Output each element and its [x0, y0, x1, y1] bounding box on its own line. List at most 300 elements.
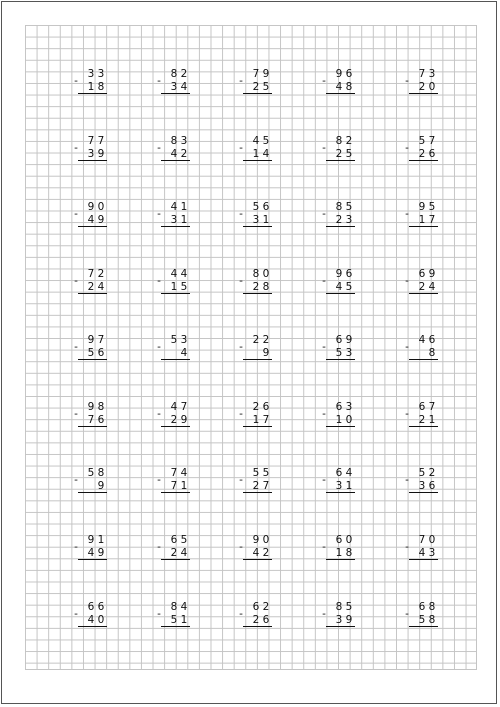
answer-line — [78, 293, 107, 294]
minus-sign: - — [322, 142, 326, 154]
subtrahend-digit: 1 — [345, 480, 353, 492]
minuend-digit: 8 — [97, 467, 105, 479]
subtraction-problem — [154, 401, 214, 435]
minus-sign: - — [239, 275, 243, 287]
minuend-digit: 3 — [428, 68, 436, 80]
minus-sign: - — [74, 541, 78, 553]
subtrahend-digit: 3 — [87, 148, 95, 160]
subtrahend-digit: 4 — [87, 614, 95, 626]
subtrahend-digit: 8 — [262, 281, 270, 293]
subtrahend-digit: 6 — [428, 148, 436, 160]
minuend-digit: 3 — [345, 401, 353, 413]
subtrahend-digit: 7 — [262, 480, 270, 492]
minuend-digit: 9 — [335, 268, 343, 280]
minuend-digit: 5 — [418, 467, 426, 479]
minuend-digit: 8 — [335, 601, 343, 613]
subtraction-problem — [71, 334, 131, 368]
minus-sign: - — [322, 541, 326, 553]
answer-line — [161, 626, 190, 627]
minus-sign: - — [157, 408, 161, 420]
answer-line — [243, 93, 272, 94]
answer-line — [243, 626, 272, 627]
minuend-digit: 5 — [87, 467, 95, 479]
subtraction-problem — [154, 334, 214, 368]
answer-line — [326, 160, 355, 161]
minus-sign: - — [157, 142, 161, 154]
minus-sign: - — [322, 608, 326, 620]
subtraction-problem — [236, 268, 296, 302]
subtrahend-digit: 1 — [262, 214, 270, 226]
minuend-digit: 6 — [262, 401, 270, 413]
subtrahend-digit: 9 — [180, 414, 188, 426]
answer-line — [243, 426, 272, 427]
subtrahend-digit: 1 — [335, 414, 343, 426]
subtrahend-digit: 3 — [345, 347, 353, 359]
minuend-digit: 0 — [262, 534, 270, 546]
minuend-digit: 2 — [262, 334, 270, 346]
minus-sign: - — [74, 75, 78, 87]
minuend-digit: 2 — [262, 601, 270, 613]
subtraction-problem — [319, 68, 379, 102]
minuend-digit: 8 — [170, 135, 178, 147]
minus-sign: - — [239, 608, 243, 620]
minuend-digit: 7 — [170, 467, 178, 479]
minuend-digit: 1 — [180, 201, 188, 213]
minuend-digit: 5 — [418, 135, 426, 147]
subtrahend-digit: 3 — [335, 480, 343, 492]
answer-line — [409, 426, 438, 427]
minuend-digit: 5 — [262, 467, 270, 479]
subtraction-problem — [154, 68, 214, 102]
minuend-digit: 3 — [97, 68, 105, 80]
answer-line — [243, 293, 272, 294]
answer-line — [409, 559, 438, 560]
subtrahend-digit: 9 — [262, 347, 270, 359]
minuend-digit: 7 — [418, 534, 426, 546]
minuend-digit: 4 — [345, 467, 353, 479]
minus-sign: - — [239, 341, 243, 353]
subtraction-problem — [154, 467, 214, 501]
subtrahend-digit: 6 — [428, 480, 436, 492]
subtraction-problem — [319, 201, 379, 235]
minus-sign: - — [74, 275, 78, 287]
answer-line — [161, 359, 190, 360]
answer-line — [78, 559, 107, 560]
minus-sign: - — [157, 541, 161, 553]
answer-line — [409, 359, 438, 360]
subtraction-problem — [236, 135, 296, 169]
subtraction-problem — [319, 401, 379, 435]
subtrahend-digit: 1 — [252, 414, 260, 426]
subtraction-problem — [71, 135, 131, 169]
minuend-digit: 7 — [87, 268, 95, 280]
subtrahend-digit: 2 — [335, 214, 343, 226]
answer-line — [326, 93, 355, 94]
minuend-digit: 0 — [428, 534, 436, 546]
minuend-digit: 2 — [345, 135, 353, 147]
minus-sign: - — [405, 408, 409, 420]
answer-line — [161, 559, 190, 560]
subtrahend-digit: 6 — [97, 414, 105, 426]
subtrahend-digit: 1 — [252, 148, 260, 160]
subtrahend-digit: 3 — [345, 214, 353, 226]
subtraction-problem — [154, 268, 214, 302]
minuend-digit: 4 — [180, 467, 188, 479]
subtrahend-digit: 7 — [262, 414, 270, 426]
subtrahend-digit: 7 — [170, 480, 178, 492]
minuend-digit: 3 — [180, 334, 188, 346]
minuend-digit: 6 — [335, 467, 343, 479]
answer-line — [78, 426, 107, 427]
subtrahend-digit: 0 — [97, 614, 105, 626]
minuend-digit: 7 — [428, 135, 436, 147]
subtrahend-digit: 2 — [252, 281, 260, 293]
minuend-digit: 6 — [335, 401, 343, 413]
answer-line — [161, 492, 190, 493]
subtrahend-digit: 8 — [345, 81, 353, 93]
minuend-digit: 6 — [170, 534, 178, 546]
minuend-digit: 7 — [252, 68, 260, 80]
subtraction-problem — [236, 601, 296, 635]
minus-sign: - — [405, 474, 409, 486]
minuend-digit: 8 — [335, 135, 343, 147]
answer-line — [243, 226, 272, 227]
subtrahend-digit: 1 — [180, 214, 188, 226]
answer-line — [78, 160, 107, 161]
minuend-digit: 6 — [335, 534, 343, 546]
subtrahend-digit: 4 — [418, 547, 426, 559]
minuend-digit: 6 — [345, 68, 353, 80]
minuend-digit: 4 — [180, 268, 188, 280]
subtraction-problem — [319, 534, 379, 568]
minuend-digit: 3 — [87, 68, 95, 80]
subtraction-problem — [154, 201, 214, 235]
answer-line — [243, 559, 272, 560]
minus-sign: - — [322, 208, 326, 220]
answer-line — [161, 293, 190, 294]
subtrahend-digit: 9 — [97, 547, 105, 559]
minus-sign: - — [157, 75, 161, 87]
minuend-digit: 9 — [252, 534, 260, 546]
minus-sign: - — [239, 474, 243, 486]
subtrahend-digit: 3 — [170, 81, 178, 93]
subtrahend-digit: 9 — [345, 614, 353, 626]
answer-line — [326, 293, 355, 294]
answer-line — [78, 93, 107, 94]
subtraction-problem — [402, 68, 462, 102]
subtraction-problem — [319, 601, 379, 635]
minuend-digit: 7 — [418, 68, 426, 80]
minuend-digit: 1 — [97, 534, 105, 546]
subtrahend-digit: 4 — [428, 281, 436, 293]
subtrahend-digit: 2 — [252, 480, 260, 492]
minuend-digit: 7 — [87, 135, 95, 147]
minuend-digit: 9 — [345, 334, 353, 346]
minus-sign: - — [74, 474, 78, 486]
minus-sign: - — [322, 341, 326, 353]
minuend-digit: 5 — [428, 201, 436, 213]
subtrahend-digit: 5 — [262, 81, 270, 93]
subtrahend-digit: 2 — [335, 148, 343, 160]
subtraction-problem — [154, 601, 214, 635]
minuend-digit: 7 — [180, 401, 188, 413]
subtrahend-digit: 9 — [97, 480, 105, 492]
subtrahend-digit: 5 — [418, 614, 426, 626]
minus-sign: - — [322, 75, 326, 87]
minuend-digit: 4 — [180, 601, 188, 613]
minuend-digit: 4 — [170, 401, 178, 413]
minus-sign: - — [239, 408, 243, 420]
subtraction-problem — [71, 401, 131, 435]
subtrahend-digit: 4 — [252, 547, 260, 559]
subtrahend-digit: 6 — [262, 614, 270, 626]
answer-line — [78, 359, 107, 360]
subtrahend-digit: 1 — [418, 214, 426, 226]
minuend-digit: 5 — [345, 201, 353, 213]
subtrahend-digit: 2 — [418, 148, 426, 160]
subtrahend-digit: 6 — [97, 347, 105, 359]
minus-sign: - — [74, 408, 78, 420]
minuend-digit: 9 — [87, 201, 95, 213]
answer-line — [326, 359, 355, 360]
minus-sign: - — [239, 75, 243, 87]
minuend-digit: 4 — [170, 201, 178, 213]
subtrahend-digit: 4 — [180, 347, 188, 359]
minus-sign: - — [405, 75, 409, 87]
minuend-digit: 8 — [170, 68, 178, 80]
subtraction-problem — [236, 201, 296, 235]
subtrahend-digit: 7 — [87, 414, 95, 426]
minuend-digit: 2 — [252, 401, 260, 413]
answer-line — [243, 492, 272, 493]
subtrahend-digit: 9 — [97, 148, 105, 160]
answer-line — [409, 160, 438, 161]
subtraction-problem — [71, 268, 131, 302]
subtraction-problem — [71, 467, 131, 501]
answer-line — [326, 426, 355, 427]
minus-sign: - — [405, 608, 409, 620]
minuend-digit: 9 — [428, 268, 436, 280]
subtraction-problem — [402, 135, 462, 169]
subtraction-problem — [154, 135, 214, 169]
minuend-digit: 9 — [87, 534, 95, 546]
subtrahend-digit: 4 — [87, 547, 95, 559]
answer-line — [409, 226, 438, 227]
minus-sign: - — [405, 142, 409, 154]
subtrahend-digit: 5 — [180, 281, 188, 293]
minus-sign: - — [157, 341, 161, 353]
minus-sign: - — [157, 275, 161, 287]
subtrahend-digit: 4 — [180, 81, 188, 93]
minuend-digit: 5 — [252, 201, 260, 213]
subtrahend-digit: 4 — [335, 81, 343, 93]
answer-line — [243, 160, 272, 161]
minuend-digit: 4 — [252, 135, 260, 147]
subtraction-problem — [236, 68, 296, 102]
minuend-digit: 5 — [345, 601, 353, 613]
minuend-digit: 9 — [418, 201, 426, 213]
answer-line — [409, 492, 438, 493]
answer-line — [161, 93, 190, 94]
subtrahend-digit: 4 — [170, 148, 178, 160]
answer-line — [409, 293, 438, 294]
answer-line — [326, 559, 355, 560]
subtraction-problem — [236, 467, 296, 501]
minuend-digit: 6 — [345, 268, 353, 280]
subtrahend-digit: 4 — [87, 214, 95, 226]
answer-line — [326, 492, 355, 493]
subtrahend-digit: 3 — [252, 214, 260, 226]
minuend-digit: 9 — [87, 401, 95, 413]
minus-sign: - — [74, 608, 78, 620]
minus-sign: - — [157, 474, 161, 486]
subtrahend-digit: 2 — [418, 81, 426, 93]
answer-line — [78, 226, 107, 227]
subtrahend-digit: 1 — [170, 281, 178, 293]
answer-line — [161, 160, 190, 161]
subtrahend-digit: 5 — [87, 347, 95, 359]
minus-sign: - — [405, 541, 409, 553]
subtrahend-digit: 9 — [97, 214, 105, 226]
subtrahend-digit: 5 — [335, 347, 343, 359]
subtraction-problem — [402, 268, 462, 302]
minuend-digit: 2 — [97, 268, 105, 280]
subtrahend-digit: 5 — [345, 148, 353, 160]
minus-sign: - — [239, 208, 243, 220]
minus-sign: - — [239, 541, 243, 553]
subtrahend-digit: 2 — [252, 614, 260, 626]
minus-sign: - — [322, 408, 326, 420]
subtraction-problem — [319, 334, 379, 368]
minuend-digit: 0 — [345, 534, 353, 546]
minuend-digit: 5 — [252, 467, 260, 479]
minus-sign: - — [405, 208, 409, 220]
subtrahend-digit: 3 — [335, 614, 343, 626]
subtrahend-digit: 2 — [418, 414, 426, 426]
minuend-digit: 2 — [180, 68, 188, 80]
subtrahend-digit: 2 — [87, 281, 95, 293]
minuend-digit: 9 — [335, 68, 343, 80]
minuend-digit: 3 — [180, 135, 188, 147]
subtrahend-digit: 5 — [170, 614, 178, 626]
subtraction-problem — [154, 534, 214, 568]
subtraction-problem — [319, 268, 379, 302]
subtrahend-digit: 4 — [180, 547, 188, 559]
answer-line — [409, 93, 438, 94]
subtrahend-digit: 0 — [345, 414, 353, 426]
minuend-digit: 9 — [87, 334, 95, 346]
subtrahend-digit: 8 — [97, 81, 105, 93]
minuend-digit: 6 — [418, 601, 426, 613]
answer-line — [78, 492, 107, 493]
answer-line — [409, 626, 438, 627]
subtraction-problem — [236, 401, 296, 435]
subtraction-problem — [71, 201, 131, 235]
minuend-digit: 6 — [87, 601, 95, 613]
subtrahend-digit: 3 — [428, 547, 436, 559]
subtrahend-digit: 1 — [87, 81, 95, 93]
minuend-digit: 6 — [97, 601, 105, 613]
minuend-digit: 4 — [170, 268, 178, 280]
minus-sign: - — [322, 474, 326, 486]
subtrahend-digit: 8 — [345, 547, 353, 559]
worksheet-page — [1, 1, 497, 704]
subtrahend-digit: 1 — [180, 480, 188, 492]
answer-line — [161, 426, 190, 427]
answer-line — [326, 226, 355, 227]
subtrahend-digit: 7 — [428, 214, 436, 226]
subtraction-problem — [236, 334, 296, 368]
subtrahend-digit: 4 — [262, 148, 270, 160]
subtrahend-digit: 8 — [428, 347, 436, 359]
subtrahend-digit: 2 — [252, 81, 260, 93]
minus-sign: - — [74, 341, 78, 353]
minus-sign: - — [239, 142, 243, 154]
subtrahend-digit: 1 — [428, 414, 436, 426]
minus-sign: - — [74, 208, 78, 220]
subtraction-problem — [402, 534, 462, 568]
minuend-digit: 0 — [97, 201, 105, 213]
minuend-digit: 8 — [97, 401, 105, 413]
subtraction-problem — [71, 68, 131, 102]
minuend-digit: 8 — [252, 268, 260, 280]
subtrahend-digit: 3 — [418, 480, 426, 492]
minuend-digit: 2 — [252, 334, 260, 346]
minuend-digit: 4 — [418, 334, 426, 346]
subtraction-problem — [236, 534, 296, 568]
subtraction-problem — [402, 601, 462, 635]
minuend-digit: 8 — [335, 201, 343, 213]
minuend-digit: 9 — [262, 68, 270, 80]
subtrahend-digit: 4 — [97, 281, 105, 293]
minuend-digit: 7 — [97, 334, 105, 346]
subtraction-problem — [402, 334, 462, 368]
minus-sign: - — [157, 608, 161, 620]
subtrahend-digit: 2 — [180, 148, 188, 160]
minuend-digit: 5 — [180, 534, 188, 546]
minuend-digit: 0 — [262, 268, 270, 280]
subtrahend-digit: 3 — [170, 214, 178, 226]
subtrahend-digit: 2 — [418, 281, 426, 293]
minuend-digit: 6 — [418, 268, 426, 280]
minus-sign: - — [74, 142, 78, 154]
minuend-digit: 7 — [97, 135, 105, 147]
subtrahend-digit: 1 — [335, 547, 343, 559]
minuend-digit: 6 — [335, 334, 343, 346]
answer-line — [78, 626, 107, 627]
minuend-digit: 5 — [170, 334, 178, 346]
minuend-digit: 6 — [418, 401, 426, 413]
answer-line — [326, 626, 355, 627]
minus-sign: - — [405, 275, 409, 287]
subtraction-problem — [71, 601, 131, 635]
minuend-digit: 2 — [428, 467, 436, 479]
subtraction-problem — [402, 467, 462, 501]
subtraction-problem — [319, 467, 379, 501]
minuend-digit: 8 — [170, 601, 178, 613]
subtraction-problem — [402, 401, 462, 435]
minuend-digit: 5 — [262, 135, 270, 147]
minuend-digit: 6 — [252, 601, 260, 613]
minus-sign: - — [405, 341, 409, 353]
subtraction-problem — [71, 534, 131, 568]
subtrahend-digit: 1 — [180, 614, 188, 626]
subtrahend-digit: 0 — [428, 81, 436, 93]
subtrahend-digit: 2 — [170, 414, 178, 426]
subtraction-problem — [319, 135, 379, 169]
minus-sign: - — [322, 275, 326, 287]
minuend-digit: 6 — [262, 201, 270, 213]
